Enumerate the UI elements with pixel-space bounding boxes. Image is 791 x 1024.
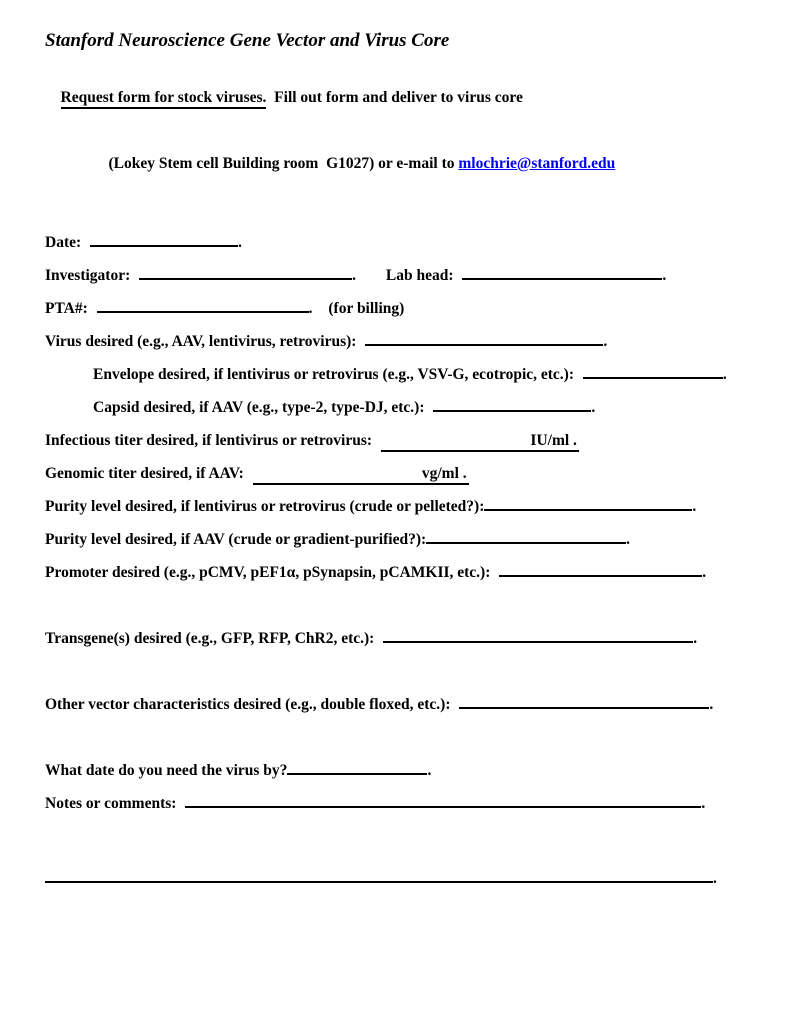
spacer: [45, 721, 751, 754]
date-blank[interactable]: [90, 228, 238, 247]
transgene-label: Transgene(s) desired (e.g., GFP, RFP, ChR2, etc.):: [45, 630, 375, 647]
pta-label: PTA#:: [45, 300, 88, 317]
field-virus: [45, 325, 751, 358]
field-purity-aav: [45, 523, 751, 556]
notes-label: Notes or comments:: [45, 795, 177, 812]
period: .: [662, 267, 667, 284]
period: .: [709, 696, 714, 713]
period: .: [591, 399, 596, 416]
capsid-blank[interactable]: [433, 393, 591, 412]
infectious-titer-label: Infectious titer desired, if lentivirus or retrovirus:: [45, 432, 373, 449]
field-pta: [45, 292, 751, 325]
purity-aav-blank[interactable]: [426, 525, 626, 544]
period: .: [626, 531, 631, 548]
period: .: [692, 498, 697, 515]
investigator-label: Investigator:: [45, 267, 131, 284]
need-by-date-blank[interactable]: [287, 756, 427, 775]
period: .: [427, 762, 432, 779]
field-genomic-titer: [45, 457, 751, 490]
email-link[interactable]: mlochrie@stanford.edu: [458, 155, 616, 172]
envelope-blank[interactable]: [583, 360, 723, 379]
lab-head-blank[interactable]: [462, 261, 662, 280]
field-notes-continued: [45, 862, 751, 895]
purity-aav-label: Purity level desired, if AAV (crude or gradient-purified?):: [45, 531, 427, 548]
notes-continued-blank[interactable]: [45, 864, 713, 883]
delivery-location-line: [45, 131, 751, 197]
field-need-by-date: [45, 754, 751, 787]
delivery-location-text: (Lokey Stem cell Building room G1027) or e-mail to: [108, 155, 459, 172]
field-promoter: [45, 556, 751, 589]
spacer: [45, 820, 751, 862]
period: .: [701, 795, 706, 812]
transgene-blank[interactable]: [383, 624, 693, 643]
pta-blank[interactable]: [97, 294, 309, 313]
purity-lenti-label: Purity level desired, if lentivirus or retrovirus (crude or pelleted?):: [45, 498, 485, 515]
promoter-label: Promoter desired (e.g., pCMV, pEF1α, pSynapsin, pCAMKII, etc.):: [45, 564, 491, 581]
request-form-heading: Request form for stock viruses.: [61, 89, 267, 109]
field-other-characteristics: [45, 688, 751, 721]
request-instructions-line: [45, 65, 751, 131]
notes-blank[interactable]: [185, 789, 701, 808]
field-investigator-labhead: [45, 259, 751, 292]
capsid-label: Capsid desired, if AAV (e.g., type-2, type-DJ, etc.):: [93, 399, 425, 416]
spacer: [45, 655, 751, 688]
promoter-blank[interactable]: [499, 558, 702, 577]
infectious-titer-unit: IU/ml .: [530, 432, 577, 449]
lab-head-label: Lab head:: [385, 267, 454, 284]
period: .: [693, 630, 698, 647]
field-capsid: [45, 391, 751, 424]
field-date: [45, 226, 751, 259]
envelope-label: Envelope desired, if lentivirus or retrovirus (e.g., VSV-G, ecotropic, etc.):: [93, 366, 574, 383]
genomic-titer-blank[interactable]: [253, 464, 469, 485]
field-notes: [45, 787, 751, 820]
pta-billing-note: (for billing): [328, 300, 405, 317]
period: .: [713, 870, 717, 887]
genomic-titer-label: Genomic titer desired, if AAV:: [45, 465, 244, 482]
purity-lenti-blank[interactable]: [484, 492, 692, 511]
period: .: [603, 333, 608, 350]
spacer: [45, 589, 751, 622]
page-title: Stanford Neuroscience Gene Vector and Virus Core: [45, 30, 450, 51]
investigator-blank[interactable]: [139, 261, 352, 280]
field-envelope: [45, 358, 751, 391]
other-characteristics-blank[interactable]: [459, 690, 709, 709]
infectious-titer-blank[interactable]: [381, 431, 579, 452]
period: .: [352, 267, 356, 284]
field-transgene: [45, 622, 751, 655]
period: .: [722, 366, 727, 383]
virus-blank[interactable]: [365, 327, 603, 346]
period: .: [702, 564, 707, 581]
genomic-titer-unit: vg/ml .: [421, 465, 467, 482]
need-by-date-label: What date do you need the virus by?: [45, 762, 288, 779]
date-label: Date:: [45, 234, 82, 251]
field-purity-lenti: [45, 490, 751, 523]
period: .: [308, 300, 313, 317]
field-infectious-titer: [45, 424, 751, 457]
virus-label: Virus desired (e.g., AAV, lentivirus, retrovirus):: [45, 333, 357, 350]
other-characteristics-label: Other vector characteristics desired (e.g., double floxed, etc.):: [45, 696, 451, 713]
period: .: [238, 234, 242, 251]
request-form-instructions: Fill out form and deliver to virus core: [266, 89, 523, 106]
